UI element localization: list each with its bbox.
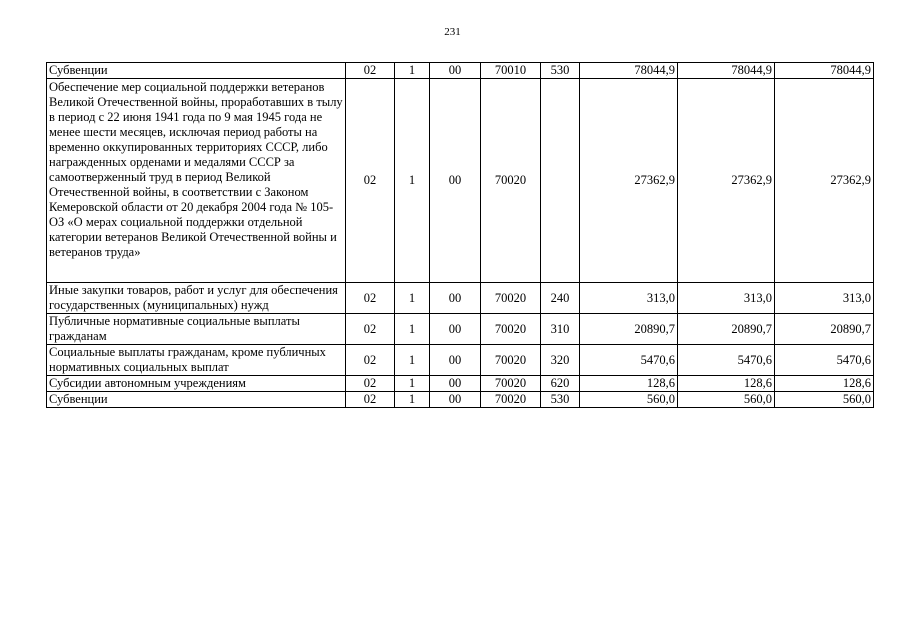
program-code: 1 — [395, 283, 430, 314]
article-code: 70020 — [481, 314, 541, 345]
article-code: 70020 — [481, 392, 541, 408]
row-description: Субвенции — [47, 392, 346, 408]
row-description: Субсидии автономным учреждениям — [47, 376, 346, 392]
amount-3: 313,0 — [775, 283, 874, 314]
expense-type-code: 530 — [541, 63, 580, 79]
program-code: 1 — [395, 345, 430, 376]
amount-2: 20890,7 — [678, 314, 775, 345]
amount-2: 313,0 — [678, 283, 775, 314]
expense-type-code: 310 — [541, 314, 580, 345]
row-description: Иные закупки товаров, работ и услуг для обеспечения государственных (муниципальных) нужд — [47, 283, 346, 314]
amount-3: 27362,9 — [775, 79, 874, 283]
budget-table — [46, 62, 874, 408]
amount-3: 20890,7 — [775, 314, 874, 345]
table-row — [47, 63, 874, 79]
amount-2: 560,0 — [678, 392, 775, 408]
expense-type-code: 620 — [541, 376, 580, 392]
article-code: 70010 — [481, 63, 541, 79]
subprogram-code: 00 — [430, 392, 481, 408]
row-description: Публичные нормативные социальные выплаты гражданам — [47, 314, 346, 345]
expense-type-code — [541, 79, 580, 283]
subprogram-code: 00 — [430, 283, 481, 314]
section-code: 02 — [346, 63, 395, 79]
page-number: 231 — [444, 26, 461, 38]
program-code: 1 — [395, 376, 430, 392]
amount-1: 78044,9 — [580, 63, 678, 79]
expense-type-code: 320 — [541, 345, 580, 376]
amount-2: 5470,6 — [678, 345, 775, 376]
amount-1: 27362,9 — [580, 79, 678, 283]
section-code: 02 — [346, 392, 395, 408]
subprogram-code: 00 — [430, 79, 481, 283]
amount-3: 78044,9 — [775, 63, 874, 79]
row-description: Обеспечение мер социальной поддержки ветеранов Великой Отечественной войны, проработавших в тылу в период с 22 июня 1941 года по 9 мая 1945 года не менее шести месяцев, исключая период работы на временно оккупированных территориях СССР, либо награжденных орденами и медалями СССР за самоотверженный труд в период Великой Отечественной войны, в соответствии с Законом Кемеровской области от 20 декабря 2004 года № 105-ОЗ «О мерах социальной поддержки отдельной категории ветеранов Великой Отечественной войны и ветеранов труда» — [47, 79, 346, 283]
amount-3: 128,6 — [775, 376, 874, 392]
table-row — [47, 392, 874, 408]
section-code: 02 — [346, 283, 395, 314]
subprogram-code: 00 — [430, 314, 481, 345]
amount-1: 128,6 — [580, 376, 678, 392]
amount-1: 313,0 — [580, 283, 678, 314]
article-code: 70020 — [481, 79, 541, 283]
amount-3: 5470,6 — [775, 345, 874, 376]
amount-2: 128,6 — [678, 376, 775, 392]
article-code: 70020 — [481, 283, 541, 314]
row-description: Субвенции — [47, 63, 346, 79]
expense-type-code: 530 — [541, 392, 580, 408]
amount-1: 560,0 — [580, 392, 678, 408]
subprogram-code: 00 — [430, 376, 481, 392]
table-row — [47, 376, 874, 392]
row-description: Социальные выплаты гражданам, кроме публичных нормативных социальных выплат — [47, 345, 346, 376]
subprogram-code: 00 — [430, 63, 481, 79]
subprogram-code: 00 — [430, 345, 481, 376]
amount-2: 27362,9 — [678, 79, 775, 283]
table-row — [47, 345, 874, 376]
table-row — [47, 283, 874, 314]
program-code: 1 — [395, 392, 430, 408]
program-code: 1 — [395, 79, 430, 283]
table-row — [47, 79, 874, 283]
amount-1: 20890,7 — [580, 314, 678, 345]
expense-type-code: 240 — [541, 283, 580, 314]
article-code: 70020 — [481, 376, 541, 392]
program-code: 1 — [395, 314, 430, 345]
amount-3: 560,0 — [775, 392, 874, 408]
section-code: 02 — [346, 79, 395, 283]
article-code: 70020 — [481, 345, 541, 376]
section-code: 02 — [346, 345, 395, 376]
section-code: 02 — [346, 376, 395, 392]
amount-2: 78044,9 — [678, 63, 775, 79]
section-code: 02 — [346, 314, 395, 345]
amount-1: 5470,6 — [580, 345, 678, 376]
program-code: 1 — [395, 63, 430, 79]
table-row — [47, 314, 874, 345]
